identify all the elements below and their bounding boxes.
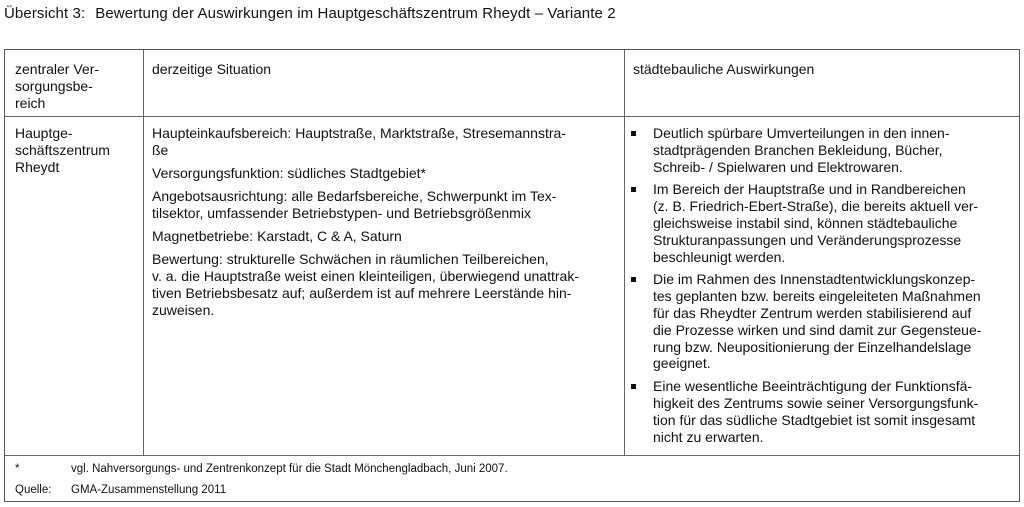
text-line: ße [152, 142, 169, 158]
title-text: Bewertung der Auswirkungen im Hauptgeschäftszentrum Rheydt – Variante 2 [95, 5, 616, 22]
source-text: GMA-Zusammenstellung 2011 [71, 484, 227, 496]
text-line: Deutlich spürbare Umverteilungen in den innen- [653, 125, 950, 141]
text-line: Angebotsausrichtung: alle Bedarfsbereiche, Schwerpunkt im Tex- [152, 188, 557, 204]
text-line: Versorgungsfunktion: südliches Stadtgebiet* [152, 165, 426, 181]
column-divider-1 [143, 50, 144, 455]
effect-bullet [625, 181, 1015, 265]
footnote-marker: * [15, 463, 20, 475]
text-line: Im Bereich der Hauptstraße und in Randbereichen [653, 181, 966, 198]
text-line: für das Rheydter Zentrum werden stabilisierend auf [653, 304, 972, 321]
text-line: nicht zu erwarten. [653, 428, 764, 445]
area-line: Rheydt [15, 159, 60, 175]
effect-bullet [625, 271, 1015, 372]
document-title [4, 5, 616, 22]
bullet-square-icon [631, 277, 636, 282]
header-situation: derzeitige Situation [152, 61, 272, 77]
text-line: beschleunigt werden. [653, 248, 786, 265]
text-line: Bewertung: strukturelle Schwächen in räumlichen Teilbereichen, [152, 251, 549, 267]
text-line: higkeit des Zentrums sowie seiner Versorgungsfunk- [653, 394, 979, 411]
situation-supply-function [152, 165, 620, 182]
situation-offer-orientation [152, 188, 620, 222]
text-line: gleichsweise instabil sind, können städtebauliche [653, 214, 958, 231]
text-line: Die im Rahmen des Innenstadtentwicklungskonzep- [653, 271, 976, 288]
text-line: geeignet. [653, 355, 711, 372]
area-line: Hauptge- [15, 125, 73, 141]
situation-magnet-stores [152, 228, 620, 245]
header-area-line: sorgungsbe- [15, 78, 93, 94]
situation-assessment [152, 251, 620, 319]
bullet-square-icon [631, 131, 636, 136]
source-label: Quelle: [15, 484, 52, 496]
text-line: Strukturanpassungen und Veränderungsprozesse [653, 231, 962, 248]
area-cell [15, 125, 139, 176]
text-line: Schreib- / Spielwaren und Elektrowaren. [653, 158, 903, 175]
effects-cell [625, 125, 1015, 451]
title-number: Übersicht 3: [4, 5, 86, 22]
text-line: die Prozesse wirken und sind damit zur Gegensteue- [653, 321, 982, 338]
text-line: Eine wesentliche Beeinträchtigung der Funktionsfä- [653, 378, 973, 395]
text-line: stadtprägenden Branchen Bekleidung, Bücher, [653, 141, 943, 158]
text-line: tes geplanten bzw. bereits eingeleiteten Maßnahmen [653, 288, 981, 305]
text-line: Haupteinkaufsbereich: Hauptstraße, Marktstraße, Stresemannstra- [152, 125, 566, 141]
situation-cell [152, 125, 620, 325]
situation-shopping-area [152, 125, 620, 159]
assessment-table [4, 49, 1020, 502]
text-line: rung bzw. Neupositionierung der Einzelhandelslage [653, 338, 972, 355]
bullet-square-icon [631, 384, 636, 389]
text-line: tion für das südliche Stadtgebiet ist somit insgesamt [653, 411, 976, 428]
area-line: schäftszentrum [15, 142, 110, 158]
effect-bullet [625, 378, 1015, 445]
header-area [15, 61, 139, 112]
effect-bullet [625, 125, 1015, 175]
header-area-line: reich [15, 95, 46, 111]
text-line: tiven Betriebsbesatz auf; außerdem ist auf mehrere Leerstände hin- [152, 285, 572, 301]
footnote-text: vgl. Nahversorgungs- und Zentrenkonzept für die Stadt Mönchengladbach, Juni 2007. [71, 463, 508, 475]
text-line: zuweisen. [152, 302, 215, 318]
text-line: (z. B. Friedrich-Ebert-Straße), die bereits aktuell ver- [653, 198, 979, 215]
text-line: tilsektor, umfassender Betriebstypen- und Betriebsgrößenmix [152, 205, 531, 221]
header-effects: städtebauliche Auswirkungen [633, 61, 815, 77]
bullet-square-icon [631, 187, 636, 192]
footer-divider [5, 455, 1019, 456]
header-divider [5, 116, 1019, 117]
header-area-line: zentraler Ver- [15, 61, 100, 77]
text-line: v. a. die Hauptstraße weist einen kleinteiligen, überwiegend unattrak- [152, 268, 579, 284]
text-line: Magnetbetriebe: Karstadt, C & A, Saturn [152, 228, 402, 244]
